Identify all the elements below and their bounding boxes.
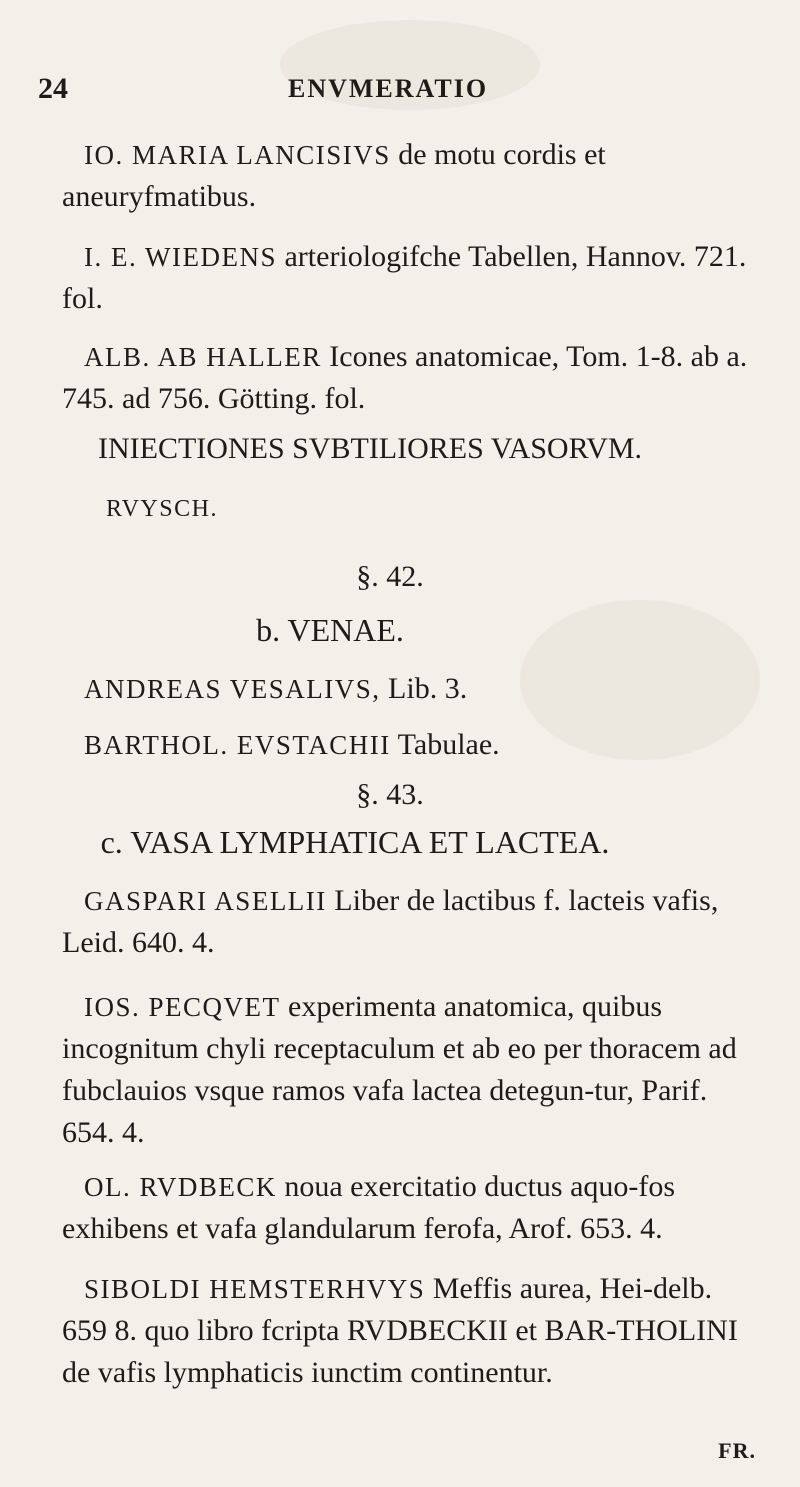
entry-text: de motu cordis et aneuryfmatibus. xyxy=(62,138,606,213)
bibliography-entry xyxy=(62,336,762,420)
section-number: §. 43. xyxy=(356,778,424,811)
entry-author: ANDREAS VESALIVS, xyxy=(84,674,381,704)
section-title: b. VENAE. xyxy=(256,612,404,648)
entry-author: I. E. WIEDENS xyxy=(84,242,277,272)
section-title: c. VASA LYMPHATICA ET LACTEA. xyxy=(100,824,610,860)
entry-author: OL. RVDBECK xyxy=(84,1172,277,1202)
entry-text: Lib. 3. xyxy=(380,672,468,705)
entry-text: Icones anatomicae, Tom. 1-8. ab a. 745. ad 756. Götting. fol. xyxy=(62,340,748,415)
entry-text: Meffis aurea, Hei-delb. 659 8. quo libro fcripta RVDBECKII et BAR-THOLINI de vafis lymphaticis iunctim continentur. xyxy=(62,1272,738,1389)
entry-author: IO. MARIA LANCISIVS xyxy=(84,140,391,170)
entry-author: BARTHOL. EVSTACHII xyxy=(84,730,391,760)
bibliography-entry xyxy=(62,236,762,320)
page-number: 24 xyxy=(38,72,68,105)
entry-text: Liber de lactibus f. lacteis vafis, Leid. 640. 4. xyxy=(62,884,719,959)
section-number: §. 42. xyxy=(356,560,424,593)
entry-author: SIBOLDI HEMSTERHVYS xyxy=(84,1274,426,1304)
entry-text: Tabulae. xyxy=(390,728,500,761)
catchword: FR. xyxy=(718,1438,756,1463)
entry-author: GASPARI ASELLII xyxy=(84,886,327,916)
bibliography-entry xyxy=(62,1166,762,1250)
entry-text: arteriologifche Tabellen, Hannov. 721. fol. xyxy=(62,240,747,315)
entry-author: ALB. AB HALLER xyxy=(84,342,322,372)
running-head: ENVMERATIO xyxy=(288,74,489,103)
bibliography-entry xyxy=(62,134,762,218)
entry-author: IOS. PECQVET xyxy=(84,992,281,1022)
bibliography-entry xyxy=(62,880,762,964)
bibliography-entry xyxy=(62,1268,762,1394)
entry-text: noua exercitatio ductus aquo-fos exhibens et vafa glandularum ferofa, Arof. 653. 4. xyxy=(62,1170,676,1245)
page-header xyxy=(38,72,760,112)
entry-text: experimenta anatomica, quibus incognitum chyli receptaculum et ab eo per thoracem ad fubclauios vsque ramos vafa lactea detegun-tur, Parif. 654. 4. xyxy=(62,990,737,1149)
bibliography-entry xyxy=(62,986,762,1154)
bibliography-entry xyxy=(62,724,762,766)
bibliography-entry xyxy=(62,668,762,710)
entry-author: RVYSCH. xyxy=(106,496,218,522)
section-subheading: INIECTIONES SVBTILIORES VASORVM. xyxy=(98,432,643,465)
